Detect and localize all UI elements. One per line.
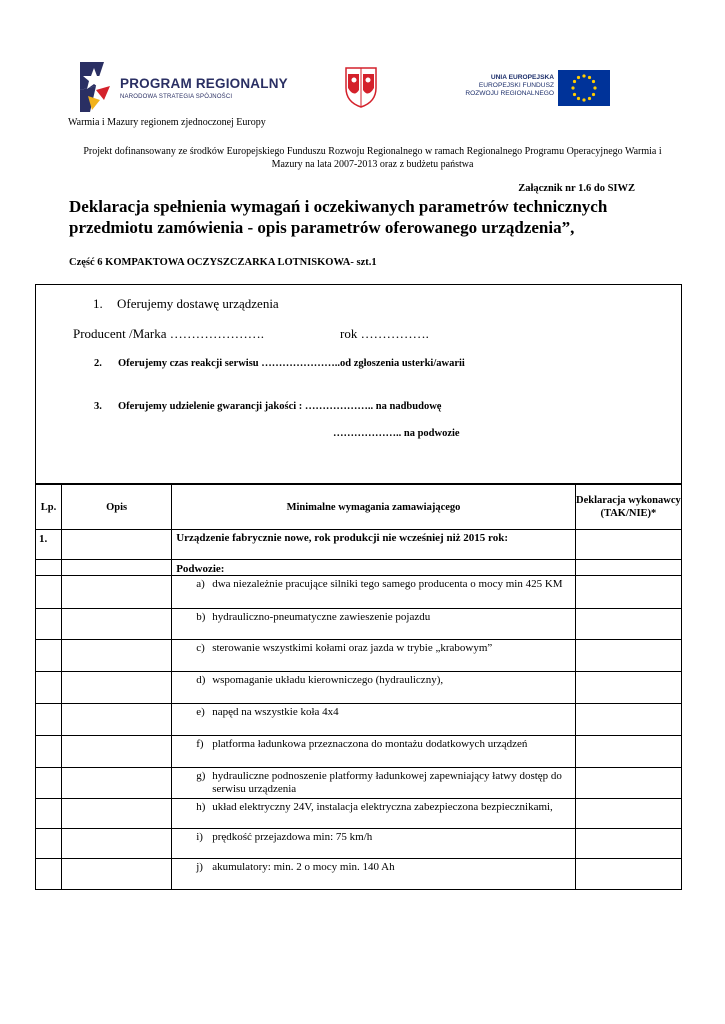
table-row xyxy=(36,672,682,704)
declaration-cell[interactable] xyxy=(575,859,681,890)
warmia-mazury-crest-icon xyxy=(344,66,378,108)
offer-item-3-text[interactable]: Oferujemy udzielenie gwarancji jakości : ……………….. na nadbudowę xyxy=(118,401,442,412)
declaration-cell[interactable] xyxy=(575,672,681,704)
offer-item-1-number: 1. xyxy=(93,296,103,311)
declaration-cell[interactable] xyxy=(575,640,681,672)
eu-flag-icon xyxy=(558,70,610,106)
star-logo-icon xyxy=(74,60,114,114)
offer-item-3 xyxy=(94,401,441,412)
program-subtitle: NARODOWA STRATEGIA SPÓJNOŚCI xyxy=(120,94,233,100)
requirement-cell xyxy=(172,672,576,704)
header-lp: Lp. xyxy=(36,485,62,530)
header-requirements: Minimalne wymagania zamawiającego xyxy=(172,485,576,530)
item-text: hydrauliczno-pneumatyczne zawieszenie pojazdu xyxy=(212,611,431,623)
offer-item-2 xyxy=(94,358,465,369)
item-letter: e) xyxy=(196,706,205,718)
offer-item-3-continuation[interactable]: ……………….. na podwozie xyxy=(333,428,460,439)
offer-item-2-text[interactable]: Oferujemy czas reakcji serwisu …………………..od zgłoszenia usterki/awarii xyxy=(118,358,465,369)
section-heading: Podwozie: xyxy=(172,560,576,576)
offer-box xyxy=(35,284,682,484)
requirement-cell xyxy=(172,736,576,768)
requirement-cell xyxy=(172,609,576,640)
item-letter: j) xyxy=(196,861,203,873)
offer-item-1-text: Oferujemy dostawę urządzenia xyxy=(117,296,279,311)
attachment-label: Załącznik nr 1.6 do SIWZ xyxy=(518,183,635,194)
declaration-cell[interactable] xyxy=(575,704,681,736)
item-letter: c) xyxy=(196,642,205,654)
item-text: napęd na wszystkie koła 4x4 xyxy=(212,706,339,718)
declaration-cell[interactable] xyxy=(575,768,681,799)
item-text: dwa niezależnie pracujące silniki tego samego producenta o mocy min 425 KM xyxy=(212,578,563,590)
offer-item-2-number: 2. xyxy=(94,358,102,369)
item-letter: b) xyxy=(196,611,206,623)
item-letter: g) xyxy=(196,770,206,782)
item-text: układ elektryczny 24V, instalacja elektryczna zabezpieczona bezpiecznikami, xyxy=(212,801,553,813)
offer-item-1 xyxy=(93,296,279,312)
item-text: hydrauliczne podnoszenie platformy ładunkowej zapewniający łatwy dostęp do serwisu urządzenia xyxy=(212,770,562,795)
item-text: akumulatory: min. 2 o mocy min. 140 Ah xyxy=(212,861,395,873)
program-regionalny-logo xyxy=(74,60,288,116)
declaration-cell[interactable] xyxy=(575,560,681,576)
header-opis: Opis xyxy=(62,485,172,530)
requirement-cell xyxy=(172,704,576,736)
requirement-cell: Urządzenie fabrycznie nowe, rok produkcji nie wcześniej niż 2015 rok: xyxy=(172,530,576,560)
declaration-cell[interactable] xyxy=(575,799,681,829)
item-text: wspomaganie układu kierowniczego (hydrauliczny), xyxy=(212,674,444,686)
requirement-cell xyxy=(172,768,576,799)
requirement-cell xyxy=(172,640,576,672)
part-heading: Część 6 KOMPAKTOWA OCZYSZCZARKA LOTNISKOWA- szt.1 xyxy=(69,257,377,268)
program-title: PROGRAM REGIONALNY xyxy=(120,76,288,91)
table-row xyxy=(36,560,682,576)
row-number: 1. xyxy=(36,530,62,560)
table-row xyxy=(36,576,682,609)
item-letter: f) xyxy=(196,738,204,750)
item-letter: a) xyxy=(196,578,205,590)
table-row xyxy=(36,859,682,890)
producer-field[interactable]: Producent /Marka …………………. xyxy=(73,326,265,341)
table-header-row xyxy=(36,485,682,530)
declaration-cell[interactable] xyxy=(575,530,681,560)
year-field[interactable]: rok ……………. xyxy=(340,326,429,341)
table-row xyxy=(36,829,682,859)
requirement-cell xyxy=(172,859,576,890)
requirement-cell xyxy=(172,829,576,859)
item-letter: d) xyxy=(196,674,206,686)
item-text: sterowanie wszystkimi kołami oraz jazda w trybie „krabowym” xyxy=(212,642,493,654)
project-funding-note: Projekt dofinansowany ze środków Europejskiego Funduszu Rozwoju Regionalnego w ramach Regionalnego Programu Operacyjnego Warmia i Mazury na lata 2007-2013 oraz z budżetu państwa xyxy=(83,146,662,170)
requirement-cell xyxy=(172,799,576,829)
table-row xyxy=(36,704,682,736)
table-row xyxy=(36,768,682,799)
item-text: prędkość przejazdowa min: 75 km/h xyxy=(212,831,373,843)
table-row xyxy=(36,640,682,672)
table-row xyxy=(36,530,682,560)
eu-line1: UNIA EUROPEJSKA xyxy=(490,74,554,81)
eu-line3: ROZWOJU REGIONALNEGO xyxy=(465,90,554,97)
requirements-table xyxy=(35,484,682,890)
region-slogan: Warmia i Mazury regionem zjednoczonej Europy xyxy=(68,117,266,128)
table-row xyxy=(36,799,682,829)
eu-text xyxy=(452,74,554,98)
declaration-cell[interactable] xyxy=(575,609,681,640)
declaration-cell[interactable] xyxy=(575,736,681,768)
header-declaration: Deklaracja wykonawcy (TAK/NIE)* xyxy=(575,485,681,530)
offer-item-3-number: 3. xyxy=(94,401,102,412)
document-title: Deklaracja spełnienia wymagań i oczekiwanych parametrów technicznych przedmiotu zamówienia - opis parametrów oferowanego urządzenia”, xyxy=(69,197,608,237)
requirement-cell xyxy=(172,576,576,609)
item-text: platforma ładunkowa przeznaczona do montażu dodatkowych urządzeń xyxy=(212,738,528,750)
item-letter: h) xyxy=(196,801,206,813)
declaration-cell[interactable] xyxy=(575,829,681,859)
declaration-cell[interactable] xyxy=(575,576,681,609)
eu-line2: EUROPEJSKI FUNDUSZ xyxy=(478,82,554,89)
description-cell xyxy=(62,530,172,560)
table-row xyxy=(36,609,682,640)
table-row xyxy=(36,736,682,768)
item-letter: i) xyxy=(196,831,203,843)
